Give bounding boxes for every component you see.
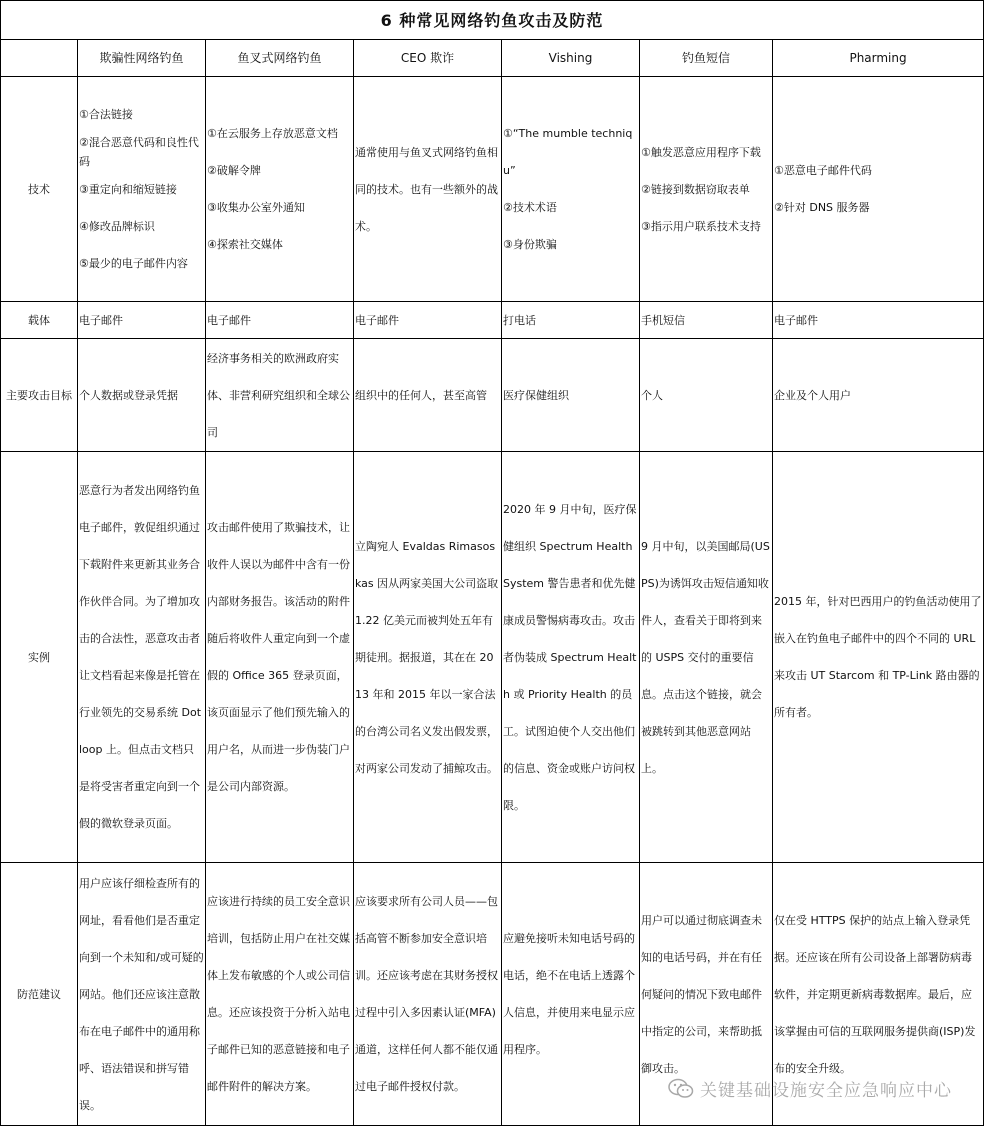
target-cell: 医疗保健组织 bbox=[502, 339, 640, 452]
target-cell: 经济事务相关的欧洲政府实体、非营利研究组织和全球公司 bbox=[206, 339, 354, 452]
carrier-cell: 电子邮件 bbox=[773, 302, 984, 339]
tech-line: ②破解令牌 bbox=[207, 164, 261, 177]
example-cell: 9 月中旬，以美国邮局(USPS)为诱饵攻击短信通知收件人，查看关于即将到来的 USPS 交付的重要信息。点击这个链接，就会被跳转到其他恶意网站上。 bbox=[640, 452, 773, 863]
col-header: Vishing bbox=[502, 40, 640, 77]
wechat-icon bbox=[668, 1078, 694, 1100]
tech-line: ①恶意电子邮件代码 bbox=[774, 164, 872, 177]
header-empty-cell bbox=[1, 40, 78, 77]
col-header: Pharming bbox=[773, 40, 984, 77]
tech-line: ③身份欺骗 bbox=[503, 238, 557, 251]
tech-cell bbox=[78, 77, 206, 302]
tech-line: ①合法链接 bbox=[79, 108, 133, 121]
tech-line: ③指示用户联系技术支持 bbox=[641, 219, 761, 233]
advice-cell: 应该要求所有公司人员——包括高管不断参加安全意识培训。还应该考虑在其财务授权过程中引入多因素认证(MFA)通道，这样任何人都不能仅通过电子邮件授权付款。 bbox=[354, 863, 502, 1126]
row-label-target: 主要攻击目标 bbox=[1, 339, 78, 452]
example-cell: 攻击邮件使用了欺骗技术，让收件人误以为邮件中含有一份内部财务报告。该活动的附件随后将收件人重定向到一个虚假的 Office 365 登录页面，该页面显示了他们预先输入的用户名，从而进一步伪装门户是公司内部资源。 bbox=[206, 452, 354, 863]
advice-cell: 用户可以通过彻底调查未知的电话号码，并在有任何疑问的情况下致电邮件中指定的公司，来帮助抵御攻击。 bbox=[640, 863, 773, 1126]
tech-line: ④探索社交媒体 bbox=[207, 238, 283, 251]
carrier-cell: 电子邮件 bbox=[78, 302, 206, 339]
col-header: 钓鱼短信 bbox=[640, 40, 773, 77]
advice-cell: 仅在受 HTTPS 保护的站点上输入登录凭据。还应该在所有公司设备上部署防病毒软件，并定期更新病毒数据库。最后，应该掌握由可信的互联网服务提供商(ISP)发布的安全升级。 bbox=[773, 863, 984, 1126]
tech-line: 通常使用与鱼叉式网络钓鱼相同的技术。也有一些额外的战术。 bbox=[355, 145, 498, 233]
tech-line: ②技术术语 bbox=[503, 201, 557, 214]
tech-cell bbox=[354, 77, 502, 302]
example-cell: 2015 年，针对巴西用户的钓鱼活动使用了嵌入在钓鱼电子邮件中的四个不同的 URL 来攻击 UT Starcom 和 TP-Link 路由器的所有者。 bbox=[773, 452, 984, 863]
col-header: CEO 欺诈 bbox=[354, 40, 502, 77]
tech-line: ②针对 DNS 服务器 bbox=[774, 201, 870, 214]
tech-line: ①触发恶意应用程序下载 bbox=[641, 145, 761, 159]
tech-line: ③重定向和缩短链接 bbox=[79, 183, 177, 196]
example-cell: 恶意行为者发出网络钓鱼电子邮件，敦促组织通过下载附件来更新其业务合作伙伴合同。为了增加攻击的合法性，恶意攻击者让文档看起来像是托管在行业领先的交易系统 Dotloop 上。但点击文档只是将受害者重定向到一个假的微软登录页面。 bbox=[78, 452, 206, 863]
row-label-carrier: 载体 bbox=[1, 302, 78, 339]
tech-line: ①在云服务上存放恶意文档 bbox=[207, 127, 338, 140]
col-header: 欺骗性网络钓鱼 bbox=[78, 40, 206, 77]
tech-line: ①“The mumble techniqu” bbox=[503, 127, 633, 177]
tech-line: ②混合恶意代码和良性代码 bbox=[79, 136, 199, 168]
tech-line: ⑤最少的电子邮件内容 bbox=[79, 257, 188, 270]
target-cell: 组织中的任何人，甚至高管 bbox=[354, 339, 502, 452]
example-cell: 立陶宛人 Evaldas Rimasoskas 因从两家美国大公司盗取 1.22 亿美元而被判处五年有期徒刑。据报道，其在在 2013 年和 2015 年以一家合法的台湾公司名义发出假发票，对两家公司发动了捕鲸攻击。 bbox=[354, 452, 502, 863]
example-cell: 2020 年 9 月中旬，医疗保健组织 Spectrum Health System 警告患者和优先健康成员警惕病毒攻击。攻击者伪装成 Spectrum Health 或 Priority Health 的员工。试图迫使个人交出他们的信息、资金或账户访问权限。 bbox=[502, 452, 640, 863]
target-cell: 个人数据或登录凭据 bbox=[78, 339, 206, 452]
tech-cell bbox=[206, 77, 354, 302]
tech-cell bbox=[502, 77, 640, 302]
watermark bbox=[668, 1076, 952, 1101]
tech-line: ③收集办公室外通知 bbox=[207, 201, 305, 214]
advice-cell: 用户应该仔细检查所有的网址，看看他们是否重定向到一个未知和/或可疑的网站。他们还应该注意散布在电子邮件中的通用称呼、语法错误和拼写错误。 bbox=[78, 863, 206, 1126]
page-title: 6 种常见网络钓鱼攻击及防范 bbox=[1, 1, 984, 40]
col-header: 鱼叉式网络钓鱼 bbox=[206, 40, 354, 77]
tech-line: ④修改品牌标识 bbox=[79, 220, 155, 233]
tech-cell bbox=[773, 77, 984, 302]
carrier-cell: 打电话 bbox=[502, 302, 640, 339]
row-label-advice: 防范建议 bbox=[1, 863, 78, 1126]
advice-cell: 应该进行持续的员工安全意识培训，包括防止用户在社交媒体上发布敏感的个人或公司信息。还应该投资于分析入站电子邮件已知的恶意链接和电子邮件附件的解决方案。 bbox=[206, 863, 354, 1126]
advice-cell: 应避免接听未知电话号码的电话，绝不在电话上透露个人信息，并使用来电显示应用程序。 bbox=[502, 863, 640, 1126]
row-label-tech: 技术 bbox=[1, 77, 78, 302]
tech-line: ②链接到数据窃取表单 bbox=[641, 182, 750, 196]
carrier-cell: 电子邮件 bbox=[354, 302, 502, 339]
carrier-cell: 手机短信 bbox=[640, 302, 773, 339]
target-cell: 企业及个人用户 bbox=[773, 339, 984, 452]
carrier-cell: 电子邮件 bbox=[206, 302, 354, 339]
target-cell: 个人 bbox=[640, 339, 773, 452]
row-label-example: 实例 bbox=[1, 452, 78, 863]
watermark-text: 关键基础设施安全应急响应中心 bbox=[700, 1081, 952, 1101]
tech-cell bbox=[640, 77, 773, 302]
